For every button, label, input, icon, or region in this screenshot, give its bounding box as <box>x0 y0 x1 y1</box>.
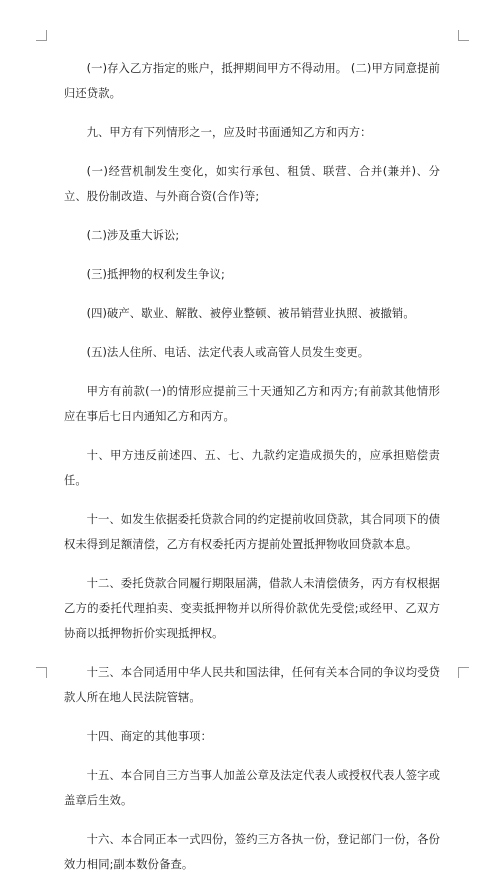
paragraph: (一)存入乙方指定的账户，抵押期间甲方不得动用。 (二)甲方同意提前归还贷款。 <box>64 62 440 100</box>
paragraph: 十二、委托贷款合同履行期限届满，借款人未清偿债务，丙方有权根据乙方的委托代理拍卖、变卖抵押物并以所得价款优先受偿;或经甲、乙双方协商以抵押物折价实现抵押权。 <box>64 577 440 640</box>
paragraph: 九、甲方有下列情形之一，应及时书面通知乙方和丙方： <box>86 126 372 139</box>
paragraph: 十一、如发生依据委托贷款合同的约定提前收回贷款，其合同项下的债权未得到足额清偿，乙方有权委托丙方提前处置抵押物收回贷款本息。 <box>64 513 440 551</box>
crop-mark-bottom-right <box>458 667 469 678</box>
paragraph: 十五、本合同自三方当事人加盖公章及法定代表人或授权代表人签字或盖章后生效。 <box>64 769 440 807</box>
paragraph: 十六、本合同正本一式四份，签约三方各执一份，登记部门一份，各份效力相同;副本数份备查。 <box>64 833 440 871</box>
paragraph: (五)法人住所、电话、法定代表人或高管人员发生变更。 <box>86 346 370 359</box>
paragraph: (四)破产、歇业、解散、被停业整顿、被吊销营业执照、被撤销。 <box>86 307 415 320</box>
crop-mark-top-right <box>458 30 469 41</box>
crop-mark-bottom-left <box>36 667 47 678</box>
paragraph: 十四、商定的其他事项： <box>86 730 212 743</box>
paragraph: (三)抵押物的权利发生争议; <box>86 268 225 281</box>
paragraph: 甲方有前款(一)的情形应提前三十天通知乙方和丙方;有前款其他情形应在事后七日内通知乙方和丙方。 <box>64 385 440 423</box>
document-body <box>64 56 440 877</box>
paragraph: (二)涉及重大诉讼; <box>86 229 180 242</box>
paragraph: 十、甲方违反前述四、五、七、九款约定造成损失的，应承担赔偿责任。 <box>64 449 440 487</box>
crop-mark-top-left <box>36 30 47 41</box>
paragraph: 十三、本合同适用中华人民共和国法律，任何有关本合同的争议均受贷款人所在地人民法院管辖。 <box>64 666 440 704</box>
paragraph: (一)经营机制发生变化，如实行承包、租赁、联营、合并(兼并)、分立、股份制改造、与外商合资(合作)等; <box>64 165 440 203</box>
